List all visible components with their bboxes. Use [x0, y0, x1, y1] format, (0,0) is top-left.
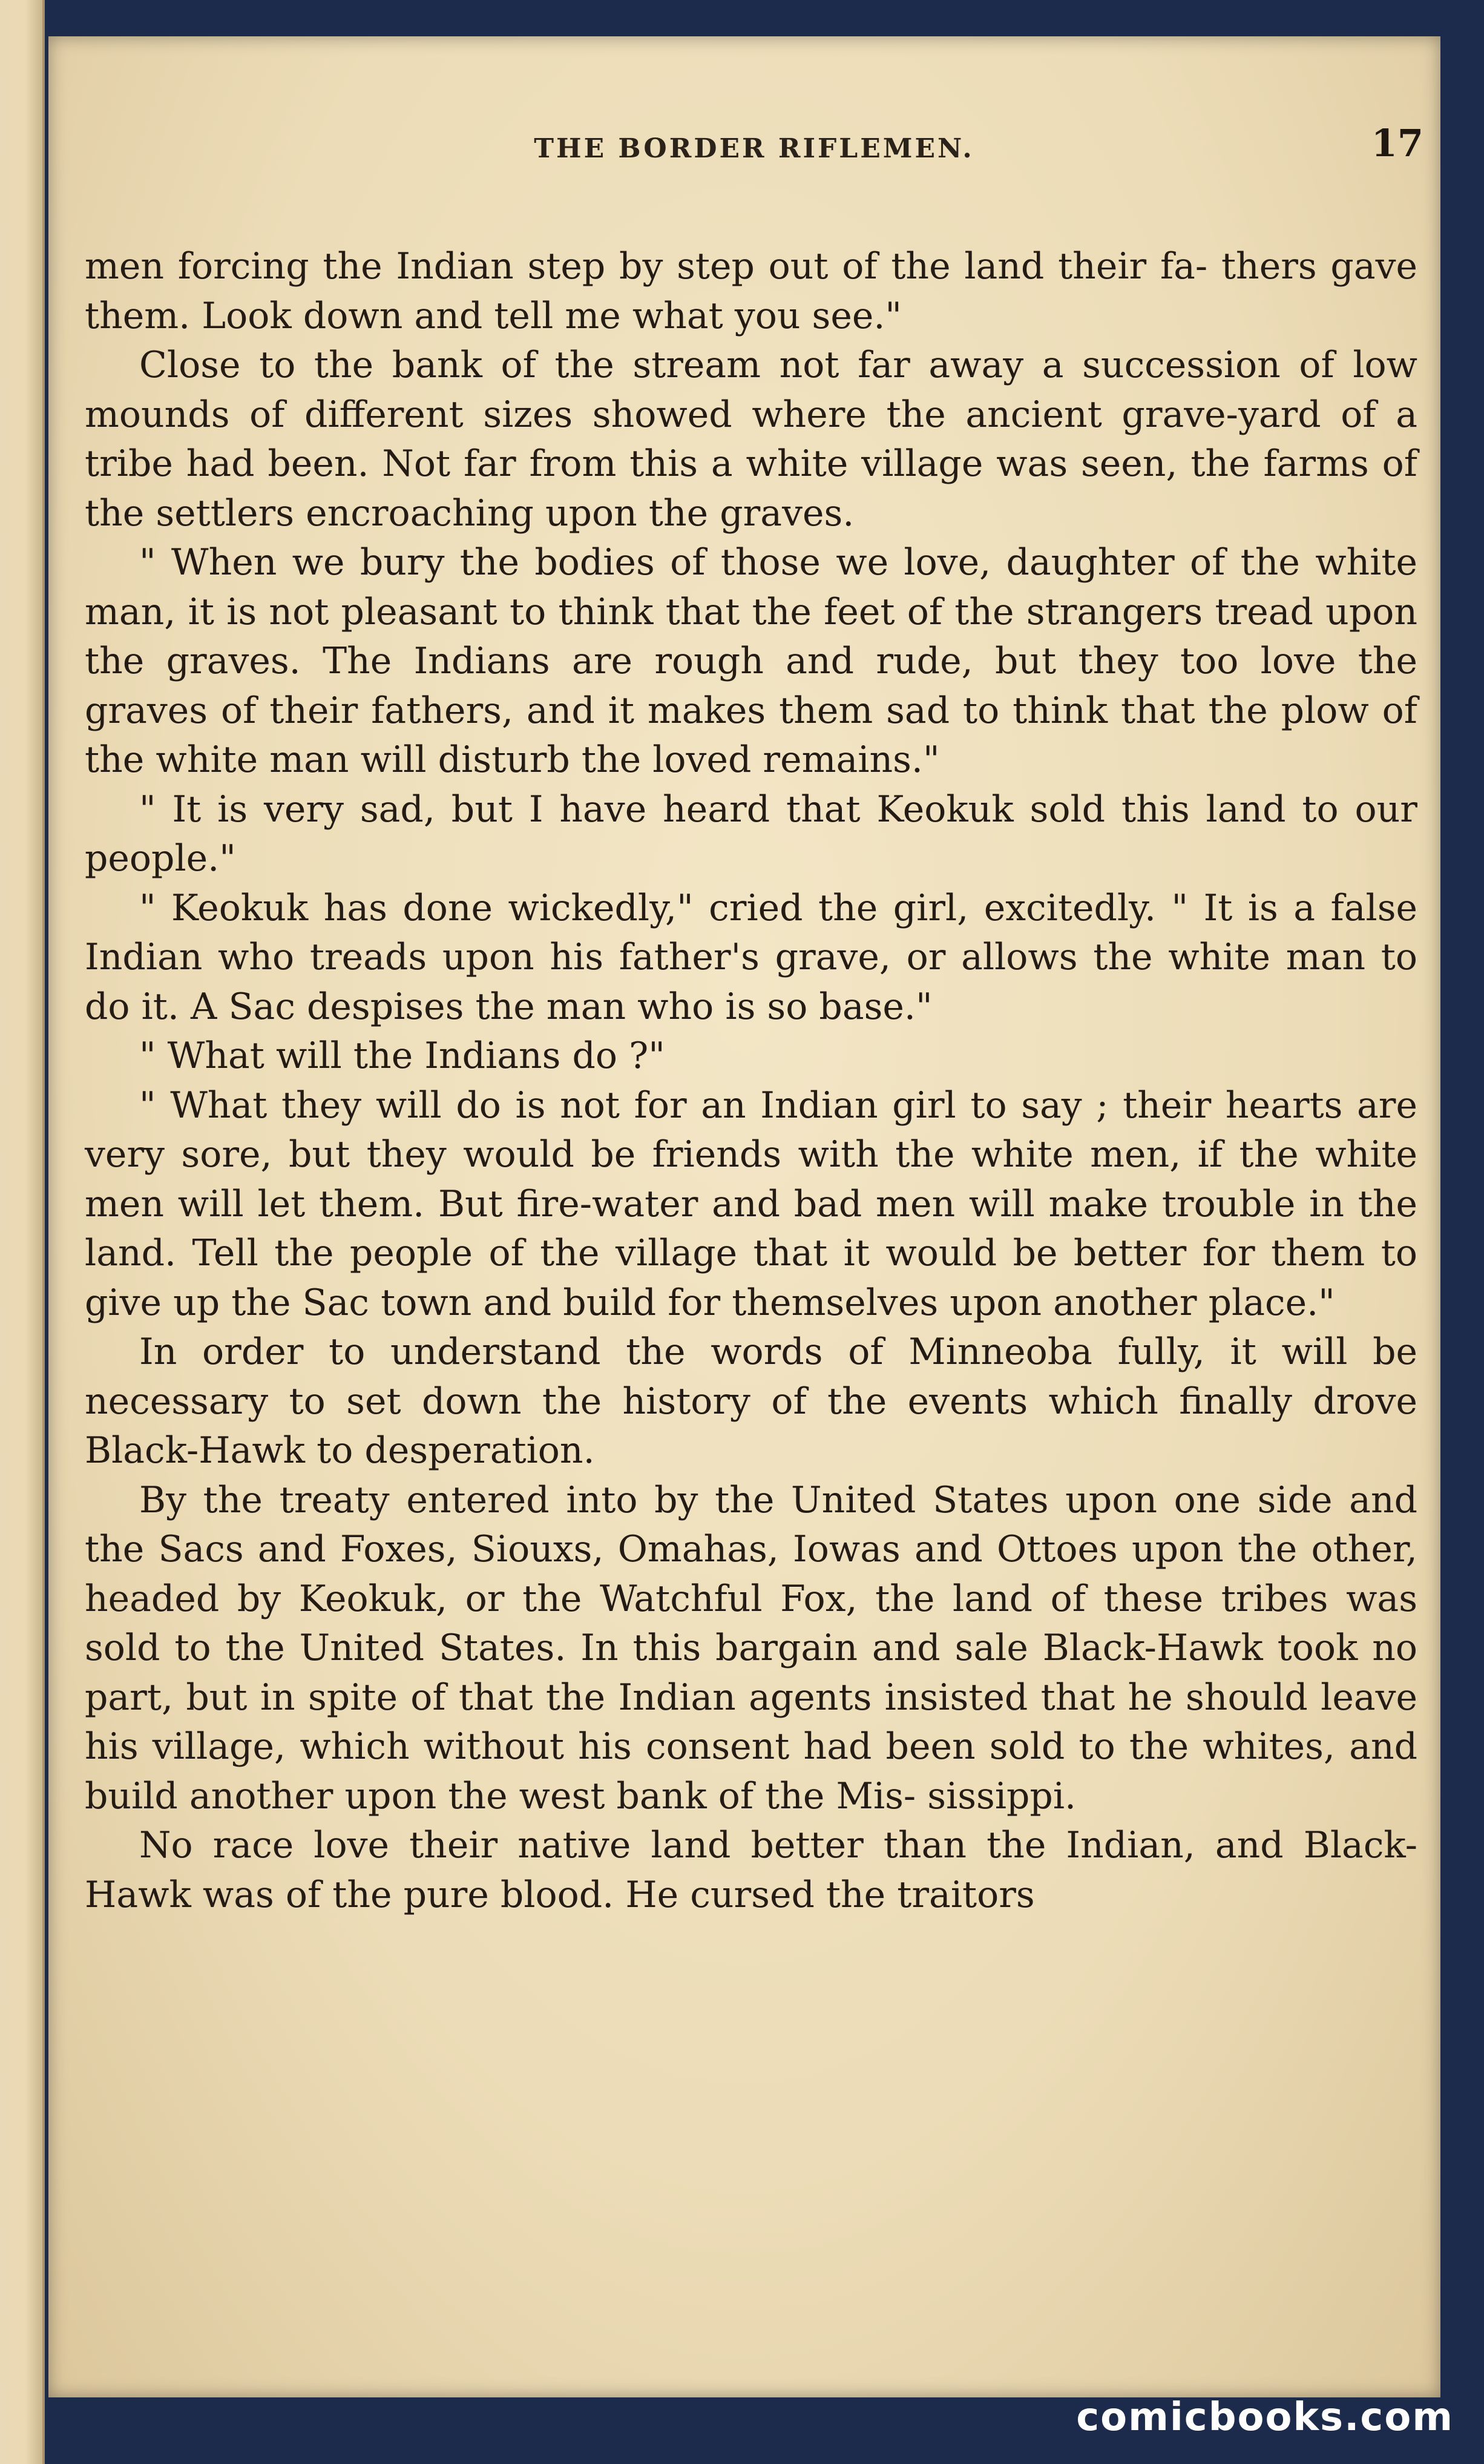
- page-number: 17: [1371, 121, 1423, 165]
- paragraph: In order to understand the words of Minneoba fully, it will be necessary to set down the history of the events which finally drove Black-Hawk to desperation.: [85, 1331, 1417, 1472]
- book-spine: [0, 0, 45, 2464]
- body-text: [85, 242, 1417, 1920]
- paragraph: " What they will do is not for an Indian girl to say ; their hearts are very sore, but they would be friends with the white men, if the white men will let them. But fire-water and bad men will make trouble in the land. Tell the people of the village that it would be better for them to give up the Sac town and build for themselves upon another place.": [85, 1084, 1417, 1324]
- paragraph: By the treaty entered into by the United States upon one side and the Sacs and Foxes, Siouxs, Omahas, Iowas and Ottoes upon the other, headed by Keokuk, or the Watchful Fox, the land of these tribes was sold to the United States. In this bargain and sale Black-Hawk took no part, but in spite of that the Indian agents insisted that he should leave his village, which without his consent had been sold to the whites, and build another upon the west bank of the Mis- sissippi.: [85, 1478, 1417, 1817]
- paragraph: men forcing the Indian step by step out of the land their fa- thers gave them. Look down and tell me what you see.": [85, 245, 1417, 337]
- running-head: THE BORDER RIFLEMEN.: [534, 133, 974, 164]
- paragraph: Close to the bank of the stream not far away a succession of low mounds of different sizes showed where the ancient grave-yard of a tribe had been. Not far from this a white village was seen, the farms of the settlers encroaching upon the graves.: [85, 344, 1417, 535]
- paragraph: No race love their native land better than the Indian, and Black-Hawk was of the pure blood. He cursed the traitors: [85, 1824, 1417, 1916]
- paragraph: " Keokuk has done wickedly," cried the girl, excitedly. " It is a false Indian who treads upon his father's grave, or allows the white man to do it. A Sac despises the man who is so base.": [85, 886, 1417, 1028]
- paragraph: " When we bury the bodies of those we love, daughter of the white man, it is not pleasant to think that the feet of the strangers tread upon the graves. The Indians are rough and rude, but they too love the graves of their fathers, and it makes them sad to think that the plow of the white man will disturb the loved remains.": [85, 541, 1417, 781]
- paragraph: " It is very sad, but I have heard that Keokuk sold this land to our people.": [85, 788, 1417, 880]
- paragraph: " What will the Indians do ?": [139, 1035, 665, 1077]
- watermark: comicbooks.com: [1076, 2395, 1454, 2440]
- page-header: [85, 121, 1423, 176]
